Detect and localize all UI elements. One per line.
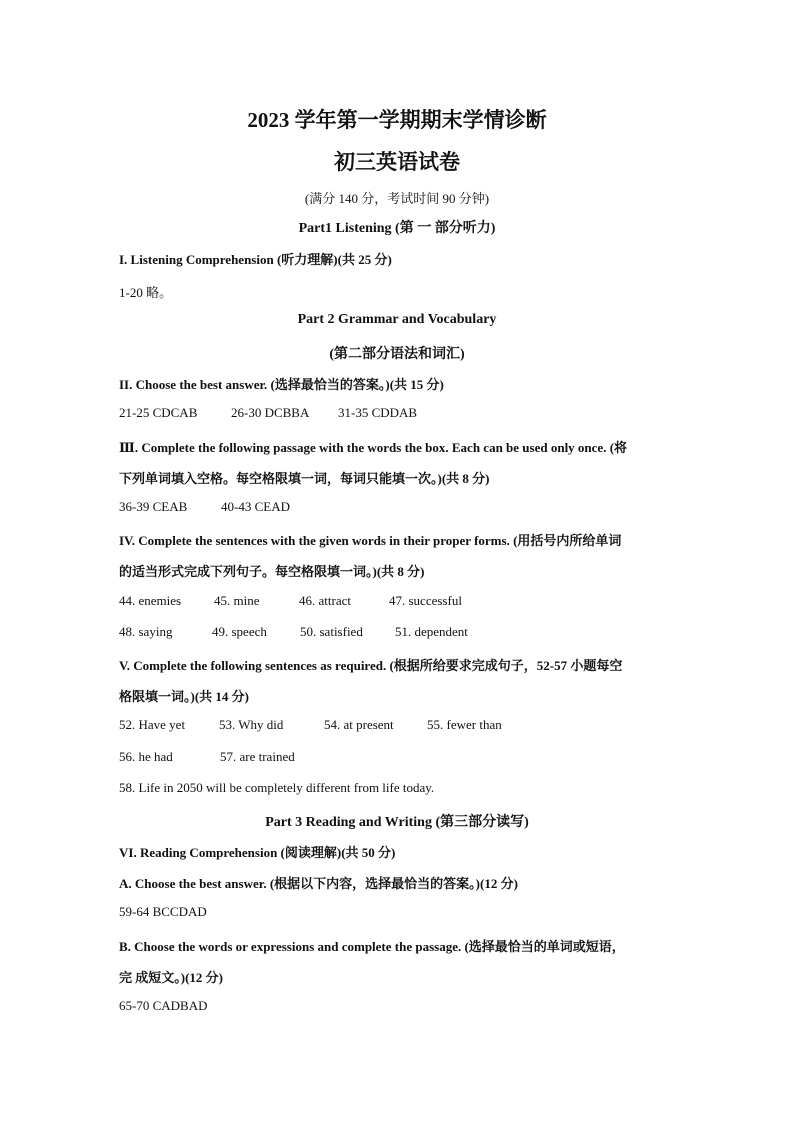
section-4-answer: 47. successful bbox=[389, 593, 462, 608]
section-3-title-line1: Ⅲ. Complete the following passage with the words the box. Each can be used only once. (将 bbox=[119, 440, 628, 455]
section-5-title-line2: 格限填一词。)(共 14 分) bbox=[119, 689, 249, 704]
section-4-answer: 48. saying bbox=[119, 624, 173, 639]
section-5-answer: 56. he had bbox=[119, 749, 173, 764]
section-b-title-line2: 完 成短文。)(12 分) bbox=[119, 970, 223, 985]
section-1-answers: 1-20 略。 bbox=[119, 285, 173, 300]
section-5-answer: 55. fewer than bbox=[427, 717, 502, 732]
section-2-answer: 21-25 CDCAB bbox=[119, 405, 198, 420]
section-5-answer: 57. are trained bbox=[220, 749, 295, 764]
section-2-answer: 26-30 DCBBA bbox=[231, 405, 310, 420]
section-2-title: II. Choose the best answer. (选择最恰当的答案。)(共 15 分) bbox=[119, 377, 444, 392]
section-3-answer: 36-39 CEAB bbox=[119, 499, 188, 514]
page-title: 2023 学年第一学期期末学情诊断 bbox=[247, 108, 547, 132]
section-4-answer: 50. satisfied bbox=[300, 624, 363, 639]
section-5-answer: 53. Why did bbox=[219, 717, 284, 732]
part3-heading: Part 3 Reading and Writing (第三部分读写) bbox=[265, 815, 529, 830]
section-4-answer: 46. attract bbox=[299, 593, 351, 608]
section-3-answer: 40-43 CEAD bbox=[221, 499, 290, 514]
part2-subheading: (第二部分语法和词汇) bbox=[329, 347, 465, 362]
section-1-title: I. Listening Comprehension (听力理解)(共 25 分) bbox=[119, 252, 392, 267]
section-a-answers: 59-64 BCCDAD bbox=[119, 904, 207, 919]
section-4-answer: 44. enemies bbox=[119, 593, 182, 608]
section-b-answers: 65-70 CADBAD bbox=[119, 998, 208, 1013]
section-6-title: VI. Reading Comprehension (阅读理解)(共 50 分) bbox=[119, 845, 396, 860]
section-4-title-line2: 的适当形式完成下列句子。每空格限填一词。)(共 8 分) bbox=[119, 564, 425, 579]
score-time-note: (满分 140 分，考试时间 90 分钟) bbox=[304, 191, 490, 206]
section-4-answer: 49. speech bbox=[212, 624, 267, 639]
section-2-answer: 31-35 CDDAB bbox=[338, 405, 418, 420]
page-subtitle: 初三英语试卷 bbox=[334, 150, 460, 174]
section-5-answer-58: 58. Life in 2050 will be completely different from life today. bbox=[119, 780, 435, 795]
section-4-answer: 51. dependent bbox=[395, 624, 468, 639]
part1-heading: Part1 Listening (第 一 部分听力) bbox=[298, 221, 496, 236]
section-a-title: A. Choose the best answer. (根据以下内容，选择最恰当的答案。)(12 分) bbox=[119, 876, 518, 891]
section-4-title-line1: IV. Complete the sentences with the given words in their proper forms. (用括号内所给单词 bbox=[119, 533, 622, 548]
section-3-title-line2: 下列单词填入空格。每空格限填一词，每词只能填一次。)(共 8 分) bbox=[119, 471, 490, 486]
section-5-title-line1: V. Complete the following sentences as required. (根据所给要求完成句子，52-57 小题每空 bbox=[119, 658, 623, 673]
section-5-answer: 54. at present bbox=[324, 717, 394, 732]
section-5-answer: 52. Have yet bbox=[119, 717, 186, 732]
section-b-title-line1: B. Choose the words or expressions and complete the passage. (选择最恰当的单词或短语， bbox=[119, 939, 625, 954]
section-4-answer: 45. mine bbox=[214, 593, 260, 608]
part2-heading: Part 2 Grammar and Vocabulary bbox=[297, 312, 497, 327]
